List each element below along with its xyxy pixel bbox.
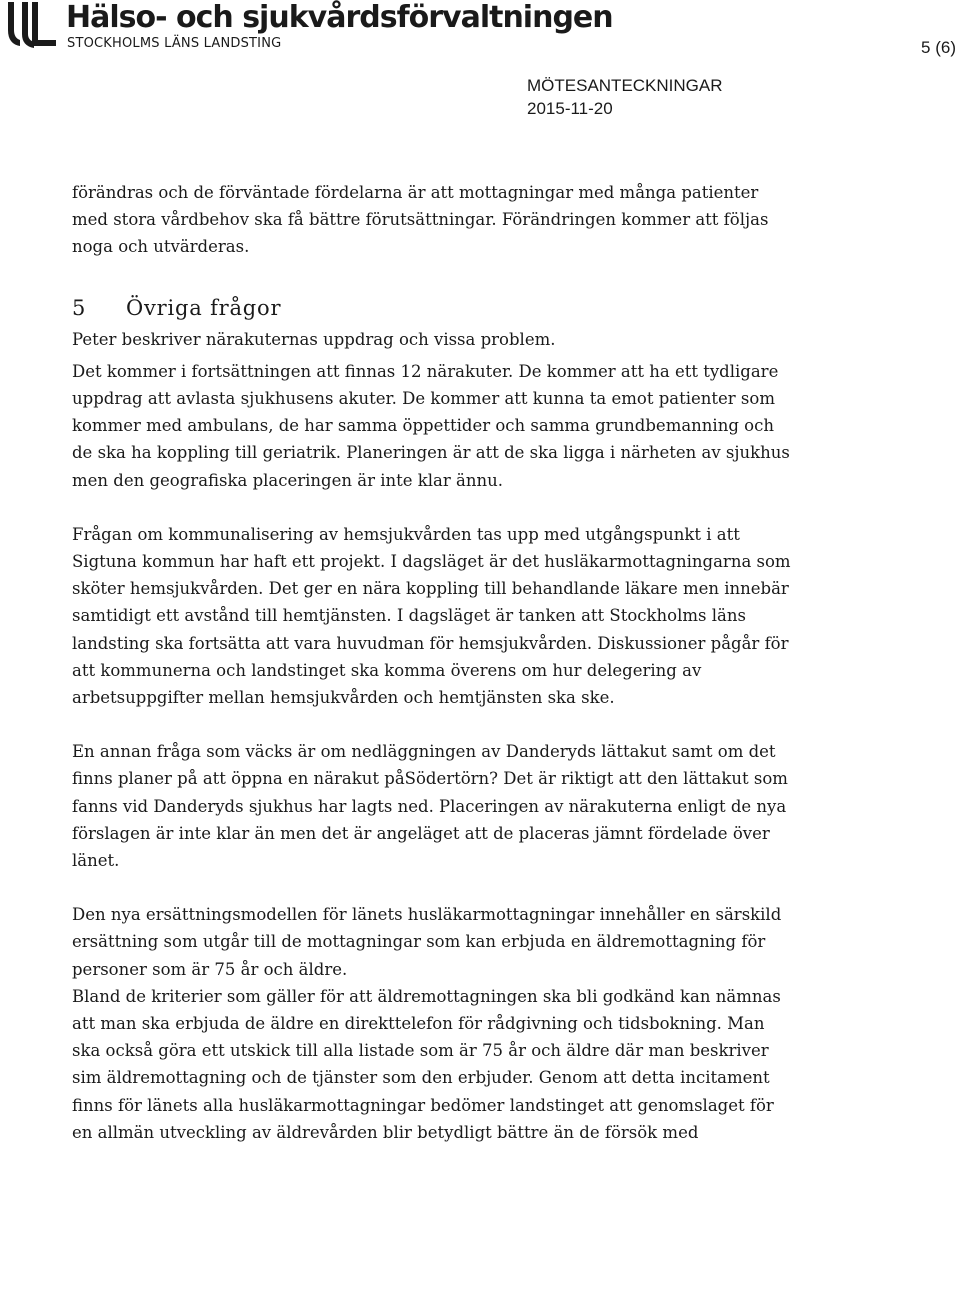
org-logo (2, 0, 613, 56)
landsting-logo-icon (2, 0, 56, 52)
document-date: 2015-11-20 (527, 99, 613, 118)
org-subtitle: STOCKHOLMS LÄNS LANDSTING (67, 36, 282, 51)
paragraph: En annan fråga som väcks är om nedläggningen av Danderyds lättakut samt om det finns planer på att öppna en närakut påSödertörn? Det är riktigt att den lättakut som fanns vid Danderyds sjukhus har lagts ned. Placeringen av närakuterna enligt de nya förslagen är inte klar än men det är angeläget att de placeras jämnt fördelade över länet. (72, 742, 788, 871)
org-name: Hälso- och sjukvårdsförvaltningen (66, 0, 613, 35)
document-type: MÖTESANTECKNINGAR (527, 76, 723, 95)
paragraph: Frågan om kommunalisering av hemsjukvården tas upp med utgångspunkt i att Sigtuna kommun har haft ett projekt. I dagsläget är det husläkarmottagningarna som sköter hemsjukvården. Det ger en nära koppling till behandlande läkare men innebär samtidigt ett avstånd till hemtjänsten. I dagsläget är tanken att Stockholms läns landsting ska fortsätta att vara huvudman för hemsjukvården. Diskussioner pågår för att kommunerna och landstinget ska komma överens om hur delegering av arbetsuppgifter mellan hemsjukvården och hemtjänsten ska ske. (72, 524, 791, 708)
paragraph: Det kommer i fortsättningen att finnas 12 närakuter. De kommer att ha ett tydligare uppdrag att avlasta sjukhusens akuter. De kommer att kunna ta emot patienter som kommer med ambulans, de har samma öppettider och samma grundbemanning och de ska ha koppling till geriatrik. Planeringen är att de ska ligga i närheten av sjukhus men den geografiska placeringen är inte klar ännu. (72, 361, 790, 490)
paragraph: Bland de kriterier som gäller för att äldremottagningen ska bli godkänd kan nämnas att man ska erbjuda de äldre en direkttelefon för rådgivning och tidsbokning. Man ska också göra ett utskick till alla listade som är 75 år och äldre där man beskriver sim äldremottagning och de tjänster som den erbjuder. Genom att detta incitament finns för länets alla husläkarmottagningar bedömer landstinget att genomslaget för en allmän utveckling av äldrevården blir betydligt bättre än de försök med (72, 986, 781, 1142)
paragraph: Den nya ersättningsmodellen för länets husläkarmottagningar innehåller en särskild ersättning som utgår till de mottagningar som kan erbjuda en äldremottagning för personer som är 75 år och äldre. (72, 905, 782, 979)
page-number: 5 (6) (921, 38, 956, 57)
intro-paragraph: förändras och de förväntade fördelarna är att mottagningar med många patienter med stora vårdbehov ska få bättre förutsättningar. Förändringen kommer att följas noga och utvärderas. (72, 183, 769, 257)
section-title: Övriga frågor (126, 295, 282, 320)
section-number: 5 (72, 295, 87, 320)
section-heading (72, 291, 792, 326)
paragraph: Peter beskriver närakuternas uppdrag och vissa problem. (72, 329, 556, 349)
document-body (72, 179, 792, 1146)
